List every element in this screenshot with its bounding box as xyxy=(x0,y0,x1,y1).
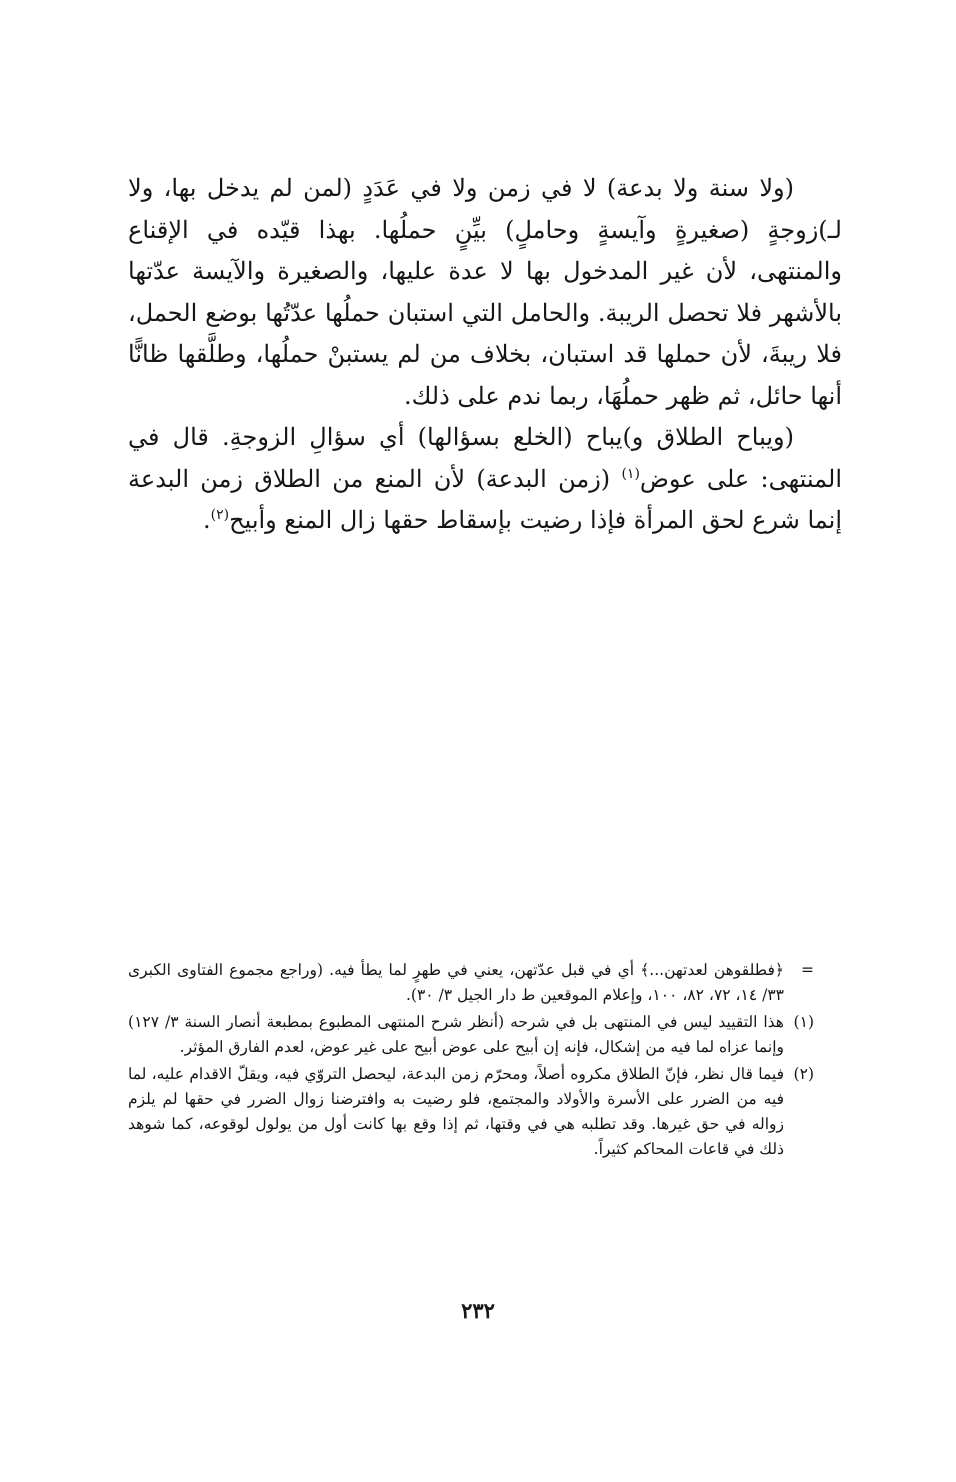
footnote-2-text: فيما قال نظر، فإنّ الطلاق مكروه أصلاً، ومحرّم زمن البدعة، ليحصل التروّي فيه، ويقلّ الاقدام عليه، لما فيه من الضرر على الأسرة والأولاد والمجتمع، فلو رضيت به وافترضنا زوال الضرر في حقها لم يلزم زواله في حق غيرها. وقد تطلبه هي في وقتها، ثم إذا وقع بها كانت أول من يولول لوقوعه، كما شوهد ذلك في قاعات المحاكم كثيراً. xyxy=(128,1065,784,1158)
main-text-block xyxy=(128,168,842,542)
footnote-2-mark: (٢) xyxy=(793,1065,814,1083)
footnote-1-mark: (١) xyxy=(793,1013,814,1031)
paragraph-2-text-b: (زمن البدعة) لأن المنع من الطلاق زمن البدعة إنما شرع لحق المرأة فإذا رضيت بإسقاط حقها زال المنع وأبيح xyxy=(128,464,842,534)
paragraph-1: (ولا سنة ولا بدعة) لا في زمن ولا في عَدَدٍ (لمن لم يدخل بها، ولا لـ)زوجةٍ (صغيرةٍ وآيسةٍ وحاملٍ) بيِّنٍ حملُها. بهذا قيّده في الإقناع والمنتهى، لأن غير المدخول بها لا عدة عليها، والصغيرة والآيسة عدّتها بالأشهر فلا تحصل الريبة. والحامل التي استبان حملُها عدّتُها بوضع الحمل، فلا ريبةَ، لأن حملها قد استبان، بخلاف من لم يستبنْ حملُها، وطلَّقها ظانًّا أنها حائل، ثم ظهر حملُهَا، ربما ندم على ذلك. xyxy=(128,174,843,410)
footnote-continued xyxy=(128,958,814,1008)
paragraph-2-text-c: . xyxy=(202,506,211,534)
footnote-continuation-mark: = xyxy=(801,961,814,979)
footnote-ref-2[interactable]: (٢) xyxy=(210,507,230,523)
footnote-2 xyxy=(128,1062,814,1162)
footnotes-section xyxy=(128,958,814,1164)
paragraph-2 xyxy=(128,417,842,542)
footnote-1-text: هذا التقييد ليس في المنتهى بل في شرحه (أنظر شرح المنتهى المطبوع بمطبعة أنصار السنة ٣/ ١٢٧) وإنما عزاه لما فيه من إشكال، فإنه إن أبيح على عوض أبيح على غير عوض، لعدم الفارق المؤثر. xyxy=(128,1013,784,1056)
page-number: ٢٣٢ xyxy=(461,1298,495,1323)
footnote-ref-1[interactable]: (١) xyxy=(621,465,640,482)
footnote-continued-text: ﴿فطلقوهن لعدتهن...﴾ أي في قبل عدّتهن، يعني في طهرٍ لما يطأ فيه. (وراجع مجموع الفتاوى الكبرى ٣٣/ ١٤، ٧٢، ٨٢، ١٠٠، وإعلام الموقعين ط دار الجيل ٣/ ٣٠). xyxy=(128,961,784,1004)
footnote-1 xyxy=(128,1010,814,1060)
paragraph-2-text-a: (ويباح الطلاق و)يباح (الخلع بسؤالها) أي سؤالِ الزوجةِ. قال في المنتهى: على عوض xyxy=(128,423,842,493)
